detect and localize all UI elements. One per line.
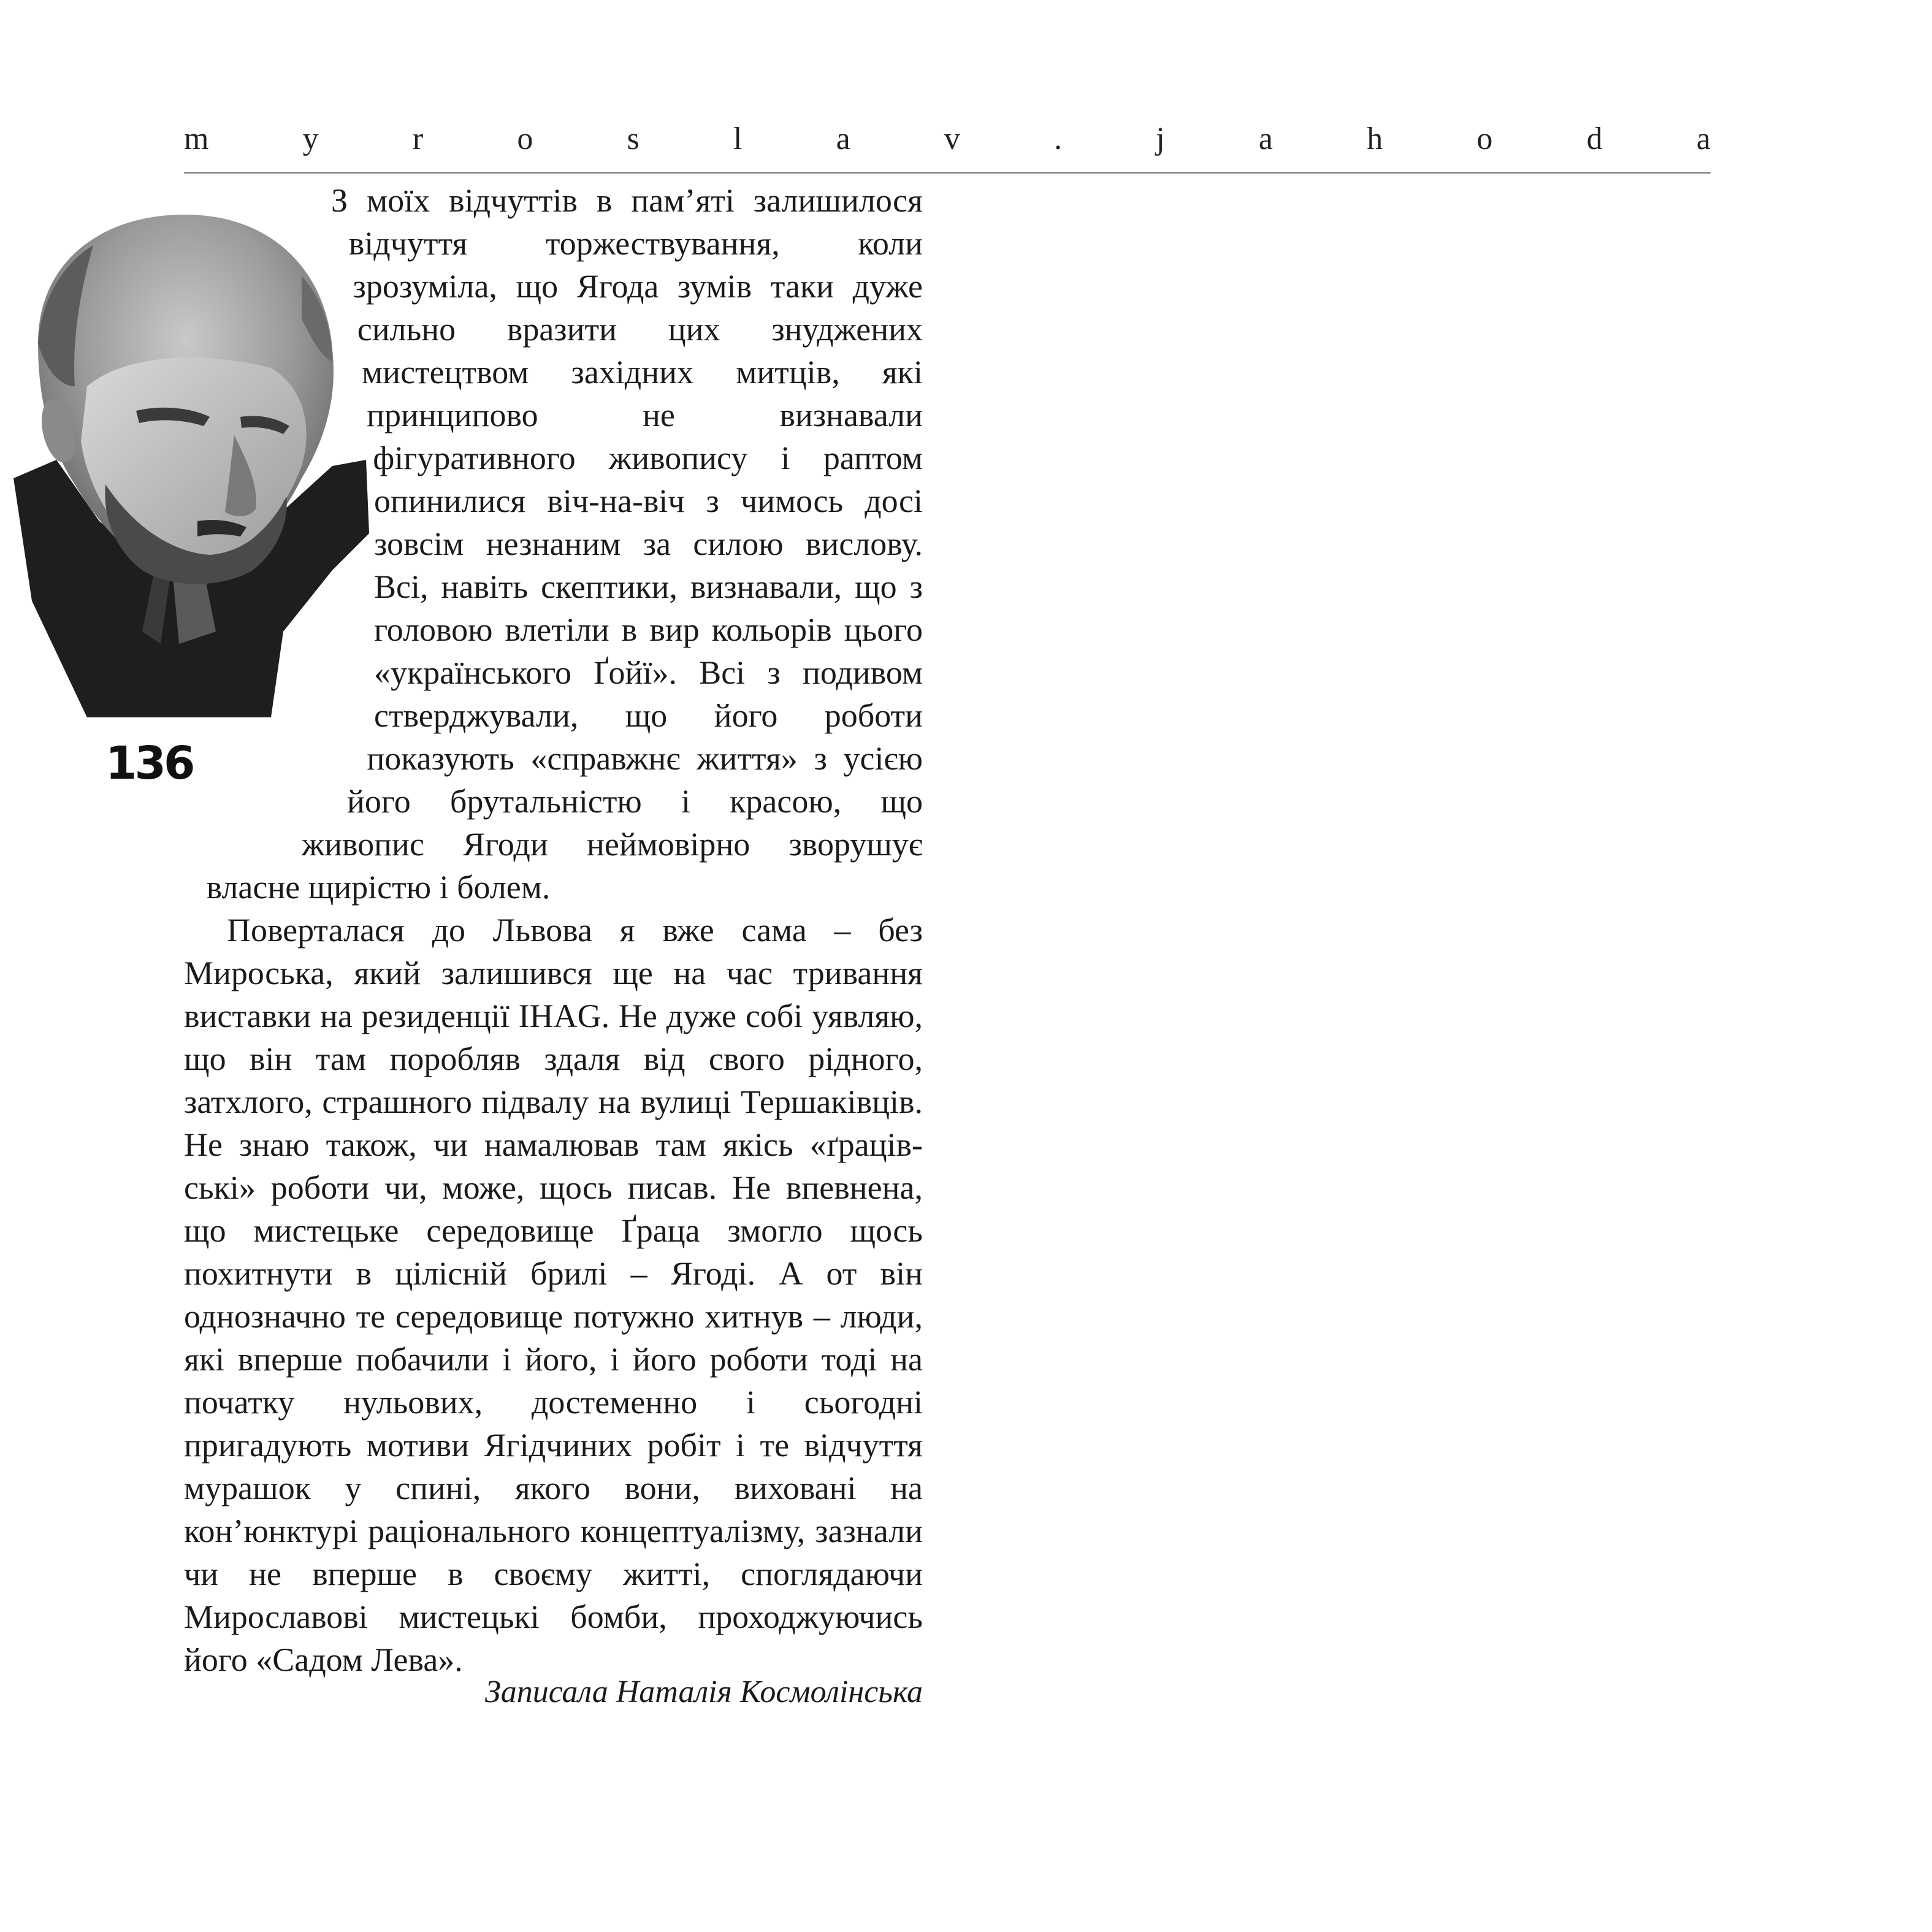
paragraph: Поверталася до Львова я вже сама – без Мироська, який залишився ще на час тривання виставки на резиденції IHAG. Не дуже собі уявляю, що він там поробляв здаля від свого рідного, затхлого, страшного підвалу на вулиці Тершаківців. Не знаю також, чи намалював там якісь «ґрацівські» роботи чи, може, щось писав. Не впевнена, що мистецьке середовище Ґраца змогло щось похитнути в цілісній брилі – Ягоді. А от він однозначно те середовище потужно хитнув – люди, які вперше побачили і його, і його роботи тоді на початку нульових, достеменно і сьогодні пригадують мотиви Ягідчиних робіт і те відчуття мурашок у спині, якого вони, виховані на кон’юнктурі раціонального концептуалізму, зазнали чи не вперше в своєму житті, споглядаючи Мирославові мистецькі бомби, проходжуючись його «Садом Лева». [184,912,923,1678]
running-head-letter: d [1586,121,1603,156]
header-rule [184,172,1711,174]
article-body [184,179,923,1681]
running-head-letter: a [836,121,850,156]
running-head [184,120,1711,157]
running-head-letter: v [944,121,960,156]
running-head-letter: a [1696,121,1711,156]
running-head-letter: o [517,121,533,156]
page-number: 136 [105,737,193,790]
running-head-letter: m [184,121,209,156]
paragraph: З моїх відчуттів в пам’яті залишилося відчуття торжествування, коли зрозуміла, що Ягода зумів таки дуже сильно вразити цих знуджених мистецтвом західних митців, які принципово не визнавали фігуративного живопису і раптом опинилися віч-на-віч з чимось досі зовсім незнаним за силою вислову. Всі, навіть скептики, визнавали, що з головою влетіли в вир кольорів цього «українського Ґойї». Всі з подивом стверджували, що його роботи показують «справжнє життя» з усією його брутальністю і красою, що живопис Ягоди неймовірно зворушує власне щирістю і болем. [206,182,923,906]
running-head-letter: l [733,121,743,156]
running-head-letter: o [1476,121,1493,156]
signature: Записала Наталія Космолінська [484,1674,923,1709]
portrait-wrap-shape [0,179,374,921]
running-head-letter: s [627,121,640,156]
running-head-letter: a [1258,121,1273,156]
running-head-letter: . [1054,121,1063,156]
running-head-letter: j [1156,121,1165,156]
running-head-letter: h [1367,121,1383,156]
running-head-letter: y [302,121,319,156]
running-head-letter: r [412,121,424,156]
